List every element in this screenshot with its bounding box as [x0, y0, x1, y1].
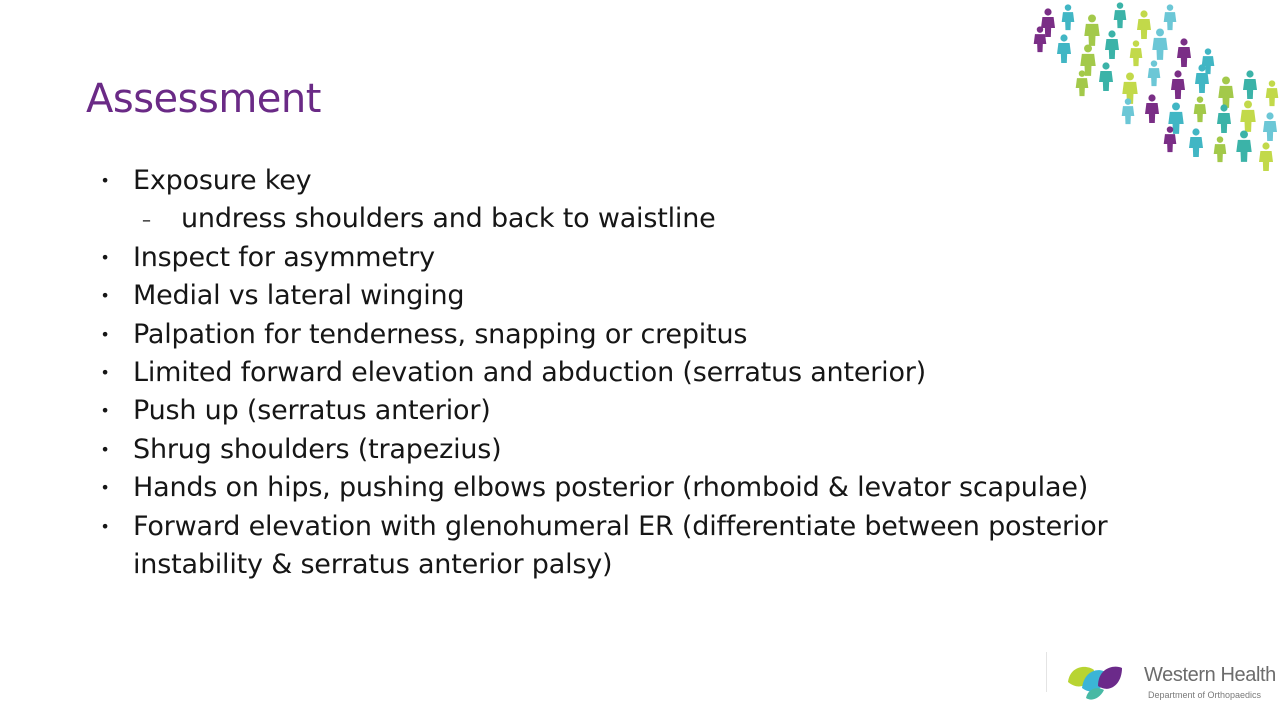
bullet-marker: • [100, 363, 110, 383]
slide-title: Assessment [86, 76, 321, 122]
bullet-text: undress shoulders and back to waistline [181, 203, 716, 235]
bullet-marker: • [100, 324, 110, 344]
bullet-marker: • [100, 171, 110, 190]
person-figure-icon [1099, 62, 1113, 91]
logo-divider [1046, 652, 1047, 692]
bullet-text: Push up (serratus anterior) [133, 395, 491, 427]
bullet-item [98, 354, 1218, 392]
person-figure-icon [1057, 34, 1071, 63]
person-figure-icon [1164, 4, 1177, 30]
bullet-text: Forward elevation with glenohumeral ER (differentiate between posterior instability & serratus anterior palsy) [133, 510, 1108, 581]
person-figure-icon [1062, 4, 1075, 30]
bullet-item [98, 469, 1218, 507]
bullet-item [98, 508, 1218, 585]
bullet-marker: • [100, 439, 110, 459]
person-figure-icon [1189, 128, 1203, 157]
bullet-marker: • [100, 516, 110, 536]
person-figure-icon [1194, 96, 1207, 122]
dash-marker: – [142, 210, 151, 232]
bullet-marker: • [100, 478, 110, 498]
bullet-text: Exposure key [133, 165, 312, 196]
bullet-text: Palpation for tenderness, snapping or crepitus [133, 318, 748, 350]
person-figure-icon [1145, 94, 1159, 123]
bullet-item [98, 277, 1218, 315]
person-figure-icon [1236, 130, 1251, 161]
person-figure-icon [1259, 142, 1273, 171]
person-figure-icon [1034, 26, 1047, 52]
bullet-marker: • [100, 247, 110, 267]
person-figure-icon [1148, 60, 1161, 86]
person-figure-icon [1114, 2, 1127, 28]
bullet-text: Limited forward elevation and abduction (serratus anterior) [133, 357, 927, 389]
person-figure-icon [1041, 8, 1055, 37]
person-figure-icon [1130, 40, 1143, 66]
bullet-marker: • [100, 401, 110, 421]
person-figure-icon [1084, 14, 1099, 45]
bullet-item [98, 392, 1218, 430]
bullet-item [98, 239, 1218, 277]
person-figure-icon [1171, 70, 1185, 99]
person-figure-icon [1105, 30, 1119, 59]
person-figure-icon [1214, 136, 1227, 162]
people-figures-icon [1020, 0, 1280, 180]
person-figure-icon [1263, 112, 1277, 141]
person-figure-icon [1266, 80, 1279, 106]
person-figure-icon [1177, 38, 1191, 67]
sub-bullet-item [98, 200, 1218, 238]
bullet-list [98, 162, 1218, 584]
logo-name: Western Health [1144, 664, 1276, 686]
person-figure-icon [1217, 104, 1231, 133]
bullet-text: Inspect for asymmetry [133, 241, 435, 273]
bullet-item [98, 431, 1218, 469]
person-figure-icon [1243, 70, 1257, 99]
bullet-text: Shrug shoulders (trapezius) [133, 433, 502, 465]
person-figure-icon [1218, 76, 1233, 107]
person-figure-icon [1240, 100, 1255, 131]
bullet-text: Medial vs lateral winging [133, 280, 465, 312]
bullet-item [98, 316, 1218, 354]
person-figure-icon [1137, 10, 1151, 39]
bullet-marker: • [100, 286, 110, 306]
person-figure-icon [1152, 28, 1167, 59]
bullet-text: Hands on hips, pushing elbows posterior (rhomboid & levator scapulae) [133, 472, 1089, 504]
logo-department: Department of Orthopaedics [1148, 690, 1262, 700]
